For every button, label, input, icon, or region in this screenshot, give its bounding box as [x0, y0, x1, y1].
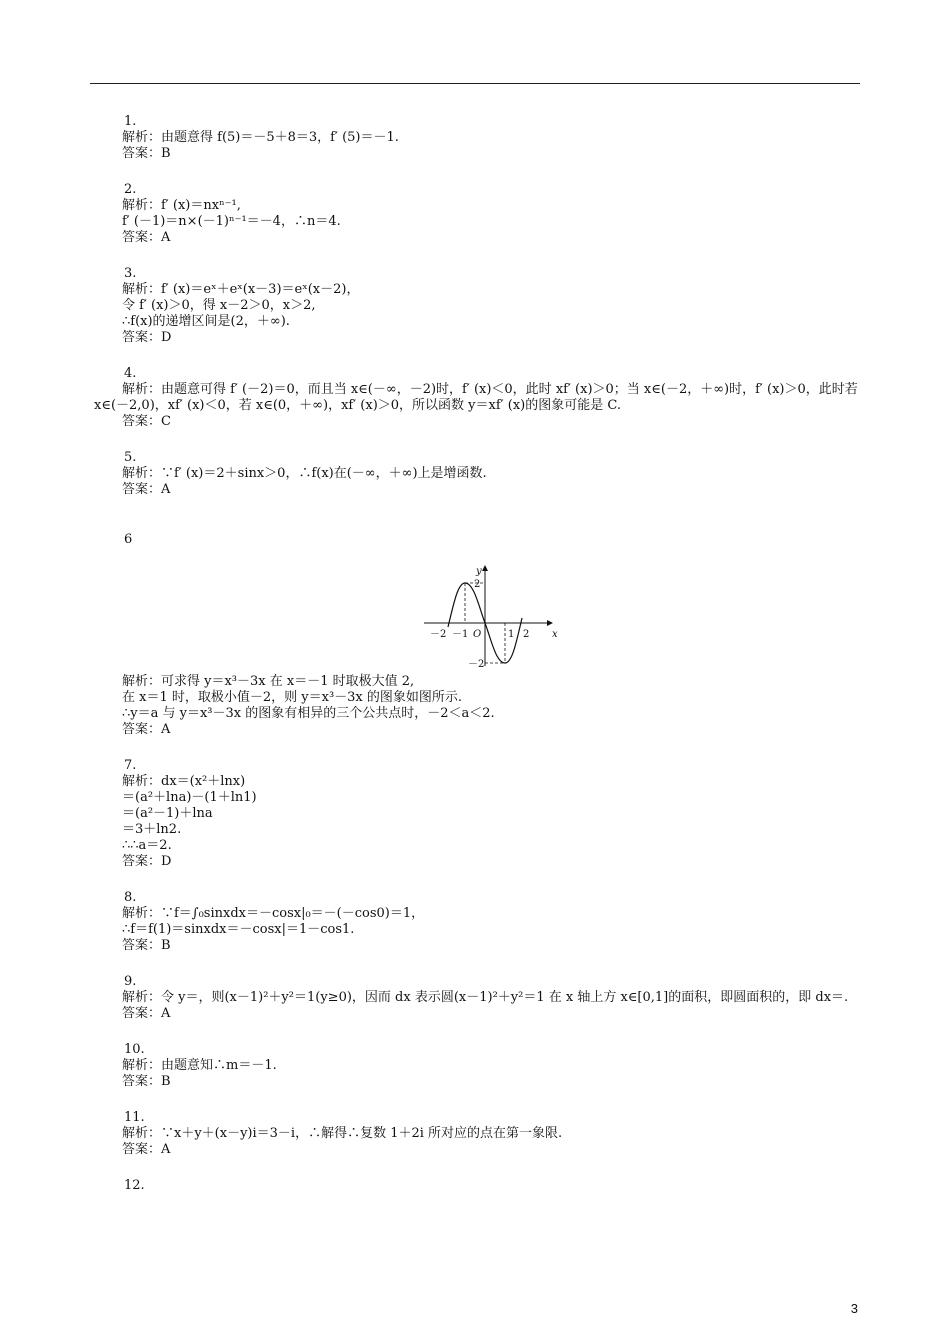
item-number: 11. — [124, 1110, 145, 1125]
answer-item-11 — [122, 1110, 862, 1158]
explanation-line: 在 x＝1 时，取极小值－2，则 y＝x³－3x 的图象如图所示. — [122, 690, 463, 705]
answer-item-10 — [122, 1042, 862, 1090]
answer-line: 答案：D — [122, 854, 172, 869]
explanation-line: ∴f(x)的递增区间是(2，＋∞). — [122, 314, 290, 329]
tick-neg2: －2 — [430, 629, 447, 640]
explanation-line: 解析：f′ (x)＝nxⁿ⁻¹, — [122, 198, 241, 213]
item-number: 4. — [124, 366, 137, 381]
explanation-line: ∴∴a＝2. — [122, 838, 172, 853]
explanation-line: 解析：∵f＝∫₀sinxdx＝－cosx|₀＝－(－cos0)＝1， — [122, 906, 425, 921]
explanation-line: 解析：由题意得 f(5)＝－5＋8＝3，f′ (5)＝－1. — [122, 130, 399, 145]
item-number: 6 — [124, 532, 133, 547]
answer-item-3 — [122, 266, 862, 346]
explanation-paragraph: 解析：由题意可得 f′ (－2)＝0，而且当 x∈(－∞，－2)时，f′ (x)＜0，此时 xf′ (x)＞0；当 x∈(－2，＋∞)时，f′ (x)＞0，此时若 x∈(－2,0)，xf′ (x)＜0，若 x∈(0，＋∞)，xf′ (x)＞0，所以函数 y＝xf′ (x)的图象可能是 C. — [94, 382, 858, 413]
explanation-line: ∴y＝a 与 y＝x³－3x 的图象有相异的三个公共点时，－2＜a＜2. — [122, 706, 495, 721]
answer-line: 答案：A — [122, 482, 171, 497]
answer-line: 答案：B — [122, 146, 171, 161]
explanation-line: ＝(a²＋lna)－(1＋ln1) — [122, 790, 257, 805]
answer-line: 答案：A — [122, 230, 171, 245]
item-number: 3. — [124, 266, 137, 281]
tick-neg1: －1 — [452, 629, 469, 640]
label-origin: O — [473, 629, 482, 640]
item-number: 1. — [124, 114, 137, 129]
answer-line: 答案：A — [122, 722, 171, 737]
answer-line: 答案：B — [122, 1074, 171, 1089]
explanation-line: 解析：f′ (x)＝eˣ＋eˣ(x－3)＝eˣ(x－2)， — [122, 282, 360, 297]
header-rule — [90, 83, 860, 84]
answer-item-4 — [94, 366, 864, 430]
answer-line: 答案：A — [122, 1142, 171, 1157]
answer-item-9 — [94, 974, 864, 1022]
item-number: 2. — [124, 182, 137, 197]
item-number: 12. — [124, 1178, 145, 1193]
label-y: y — [476, 566, 482, 577]
explanation-line: 解析：由题意知∴m＝－1. — [122, 1058, 277, 1073]
answer-item-1 — [122, 114, 862, 162]
explanation-line: 解析：∵f′ (x)＝2＋sinx＞0，∴f(x)在(－∞，＋∞)上是增函数. — [122, 466, 487, 481]
answer-item-6 — [122, 532, 862, 738]
explanation-line: f′ (－1)＝n×(－1)ⁿ⁻¹＝－4，∴n＝4. — [122, 214, 341, 229]
cubic-graph-svg — [424, 562, 564, 670]
tick-1: 1 — [508, 629, 515, 640]
answer-line: 答案：A — [122, 1006, 171, 1021]
item-number: 5. — [124, 450, 137, 465]
answer-item-5 — [122, 450, 862, 498]
answer-line: 答案：D — [122, 330, 172, 345]
explanation-paragraph: 解析：令 y＝，则(x－1)²＋y²＝1(y≥0)，因而 dx 表示圆(x－1)²＋y²＝1 在 x 轴上方 x∈[0,1]的面积，即圆面积的，即 dx＝. — [122, 990, 849, 1005]
value-neg2: －2 — [468, 659, 485, 670]
value-2: 2 — [474, 579, 481, 590]
item-number: 10. — [124, 1042, 145, 1057]
answer-item-12 — [122, 1178, 862, 1194]
cubic-graph — [424, 562, 564, 670]
label-x: x — [552, 629, 558, 640]
item-number: 8. — [124, 890, 137, 905]
explanation-line: 解析：可求得 y＝x³－3x 在 x＝－1 时取极大值 2, — [122, 674, 415, 689]
explanation-line: ∴f＝f(1)＝sinxdx＝－cosx|＝1－cos1. — [122, 922, 355, 937]
tick-2: 2 — [523, 629, 530, 640]
item-number: 7. — [124, 758, 137, 773]
page-number: 3 — [850, 1301, 858, 1316]
answer-line: 答案：C — [122, 414, 171, 429]
answer-line: 答案：B — [122, 938, 171, 953]
answer-item-7 — [122, 758, 862, 870]
item-number: 9. — [124, 974, 137, 989]
explanation-line: 令 f′ (x)＞0，得 x－2＞0，x＞2, — [122, 298, 316, 313]
explanation-line: 解析：∵x＋y＋(x－y)i＝3－i，∴解得∴复数 1＋2i 所对应的点在第一象限. — [122, 1126, 563, 1141]
explanation-line: ＝3＋ln2. — [122, 822, 182, 837]
explanation-line: ＝(a²－1)＋lna — [122, 806, 213, 821]
explanation-line: 解析：dx＝(x²＋lnx) — [122, 774, 246, 789]
answer-item-8 — [122, 890, 862, 954]
answer-item-2 — [122, 182, 862, 246]
answer-list — [94, 114, 862, 1214]
